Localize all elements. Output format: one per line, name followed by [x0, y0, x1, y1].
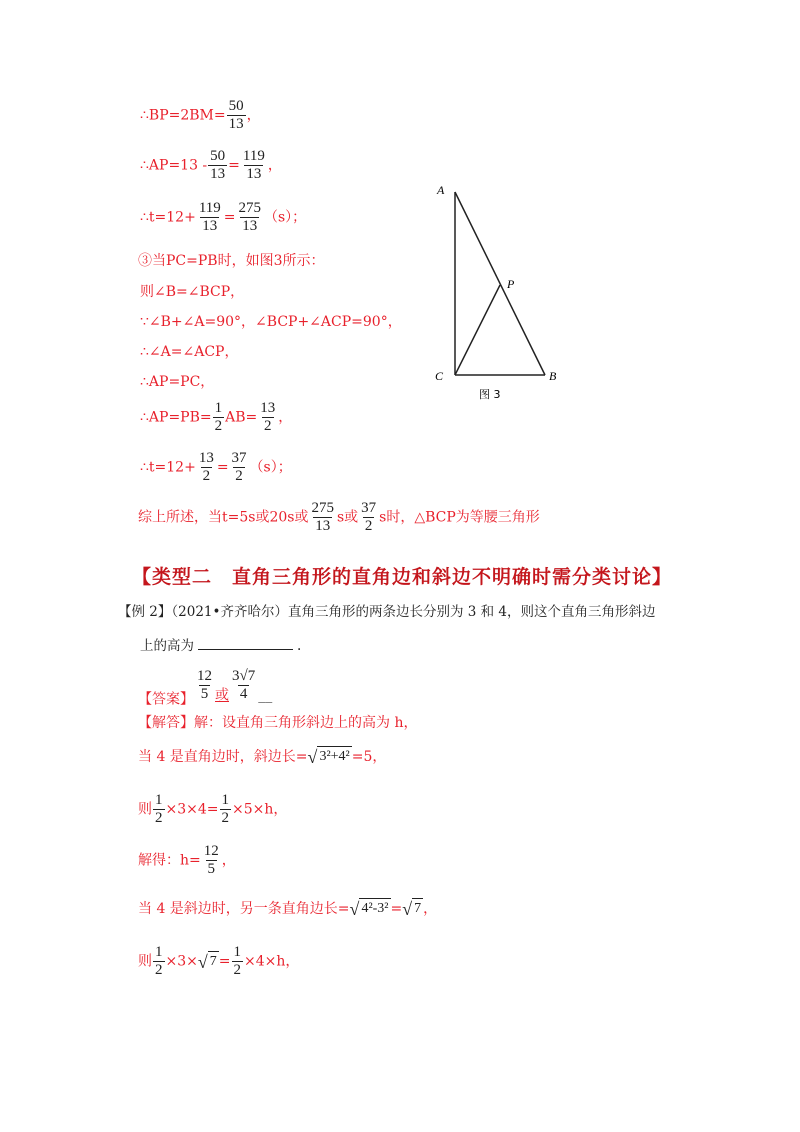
- sqrt-expression: [350, 898, 391, 920]
- fraction: [359, 500, 378, 535]
- case3-line1: ③当PC=PB时，如图3所示：: [138, 253, 325, 269]
- text: s或: [336, 509, 359, 526]
- solution-line6: [138, 944, 299, 979]
- example-line2: [140, 637, 301, 655]
- text: ，: [423, 901, 438, 917]
- text: ，: [278, 409, 293, 426]
- numerator: 1: [155, 944, 163, 960]
- numerator: 275: [311, 500, 334, 516]
- case3-line5: ∴AP=PC，: [140, 374, 215, 390]
- text: ×3×4=: [165, 801, 219, 818]
- denominator: 2: [264, 418, 272, 434]
- denominator: 13: [242, 218, 258, 234]
- denominator: 2: [155, 810, 163, 826]
- numerator: 1: [221, 792, 230, 808]
- segment-cp: [455, 285, 500, 375]
- fraction: [153, 792, 165, 827]
- fraction: [213, 400, 225, 435]
- text: =: [223, 209, 236, 226]
- text: 则: [138, 801, 152, 818]
- denominator: 2: [214, 418, 223, 434]
- text: =: [228, 157, 240, 174]
- radicand: 7: [208, 951, 219, 973]
- denominator: 2: [221, 810, 230, 826]
- figure-3: [425, 180, 585, 405]
- answer-label: 【答案】: [138, 691, 194, 708]
- numerator: 50: [210, 148, 226, 164]
- numerator: 275: [238, 200, 261, 216]
- fraction: [309, 500, 336, 535]
- text: 当 4 是斜边时，另一条直角边长=: [138, 901, 350, 917]
- numerator: 1: [155, 792, 163, 808]
- numerator: 37: [231, 450, 247, 466]
- sqrt-icon: √: [307, 747, 318, 767]
- text: 当 4 是直角边时，斜边长=: [138, 749, 308, 765]
- example-text: （2021•齐齐哈尔）直角三角形的两条边长分别为 3 和 4，则这个直角三角形斜边: [171, 604, 656, 620]
- text: __: [258, 687, 273, 704]
- case2-line1: [140, 98, 261, 133]
- fraction: [208, 148, 227, 183]
- solution-line3: [138, 792, 287, 827]
- numerator: 13: [198, 450, 214, 466]
- figure-caption: 图 3: [479, 388, 501, 401]
- text: ∴AP=PB=: [140, 409, 212, 426]
- numerator: 119: [198, 200, 221, 216]
- text: =: [390, 901, 403, 917]
- case2-line3: [140, 200, 306, 235]
- sqrt-expression: [402, 898, 423, 920]
- answer-line: [138, 668, 272, 709]
- solution-line4: [138, 843, 236, 878]
- sqrt-icon: √: [402, 899, 413, 919]
- case3-line4: ∴∠A=∠ACP，: [140, 344, 239, 360]
- text: ×4×h，: [244, 953, 300, 970]
- label-p: P: [507, 277, 515, 291]
- example-tag: 【例 2】: [118, 604, 172, 620]
- numerator: 37: [361, 500, 377, 516]
- text: =: [218, 953, 231, 970]
- text: ，: [221, 852, 236, 869]
- text: 则: [138, 953, 152, 970]
- summary-line: [138, 500, 540, 535]
- case3-line6: [140, 400, 292, 435]
- denominator: 5: [200, 686, 209, 702]
- denominator: 13: [210, 166, 226, 182]
- text: ×5×h，: [232, 801, 288, 818]
- numerator: 50: [228, 98, 244, 114]
- text: ，: [267, 157, 282, 174]
- denominator: 13: [315, 518, 331, 534]
- sqrt-expression: [308, 746, 352, 768]
- text: s时，△BCP为等腰三角形: [379, 509, 540, 526]
- fraction: [227, 98, 246, 133]
- sqrt-icon: √: [197, 951, 208, 972]
- fraction: [197, 450, 216, 485]
- text: ∴t=12+: [140, 459, 196, 476]
- case2-line2: [140, 148, 282, 183]
- fraction: [202, 843, 221, 878]
- denominator: 13: [246, 166, 262, 182]
- example-text: 上的高为: [140, 638, 194, 654]
- solution-line5: [138, 898, 437, 920]
- fraction: [153, 944, 165, 979]
- solution-line2: [138, 746, 386, 768]
- denominator: 2: [155, 962, 163, 978]
- numerator: 119: [242, 148, 265, 164]
- sqrt-expression: [198, 951, 219, 973]
- text: =: [216, 459, 229, 476]
- text: 或: [215, 687, 229, 704]
- fraction: [237, 200, 264, 235]
- numerator: 12: [197, 668, 212, 684]
- numerator: 13: [260, 400, 276, 416]
- denominator: 2: [202, 468, 211, 484]
- denominator: 2: [235, 468, 243, 484]
- label-c: C: [435, 369, 444, 383]
- case3-line3: ∵∠B+∠A=90°，∠BCP+∠ACP=90°，: [140, 314, 402, 330]
- example-line1: [118, 603, 656, 621]
- text: （s）；: [249, 459, 292, 476]
- text: .: [297, 638, 302, 654]
- text: ∴t=12+: [140, 209, 196, 226]
- answer-blank: [198, 649, 293, 650]
- denominator: 13: [228, 116, 244, 132]
- fraction: [258, 400, 277, 435]
- text: 解：设直角三角形斜边上的高为 h，: [194, 715, 418, 731]
- denominator: 2: [233, 962, 241, 978]
- numerator: 12: [203, 843, 219, 859]
- text: 解得：h=: [138, 852, 201, 869]
- text: ∴BP=2BM=: [140, 107, 226, 124]
- denominator: 13: [202, 218, 218, 234]
- radicand: 3²+4²: [317, 746, 351, 768]
- text: （s）；: [264, 209, 307, 226]
- fraction: [230, 450, 249, 485]
- section-heading: 【类型二 直角三角形的直角边和斜边不明确时需分类讨论】: [132, 566, 673, 588]
- radicand: 4²-3²: [359, 898, 390, 920]
- case3-line7: [140, 450, 292, 485]
- fraction: [232, 944, 244, 979]
- denominator: 2: [364, 518, 373, 534]
- numerator: 1: [233, 944, 241, 960]
- denominator: 4: [239, 686, 248, 702]
- denominator: 5: [207, 861, 215, 877]
- fraction: [195, 668, 214, 703]
- solution-line1: [138, 714, 417, 732]
- case3-line2: 则∠B=∠BCP，: [140, 284, 245, 300]
- radicand: 7: [412, 898, 423, 920]
- numerator: 1: [214, 400, 223, 416]
- text: ∴AP=13 -: [140, 157, 208, 174]
- text: ，: [246, 107, 261, 124]
- label-b: B: [549, 369, 557, 383]
- sqrt-icon: √: [349, 899, 360, 919]
- fraction: [197, 200, 223, 235]
- fraction: [220, 792, 232, 827]
- label-a: A: [437, 183, 445, 197]
- fraction: [241, 148, 267, 183]
- text: 综上所述，当t=5s或20s或: [138, 509, 309, 526]
- text: ×3×: [165, 953, 198, 970]
- text: AB=: [225, 409, 258, 426]
- text: =5，: [351, 749, 387, 765]
- numerator: 3√7: [232, 668, 256, 684]
- fraction: [230, 668, 257, 703]
- solution-label: 【解答】: [138, 715, 194, 731]
